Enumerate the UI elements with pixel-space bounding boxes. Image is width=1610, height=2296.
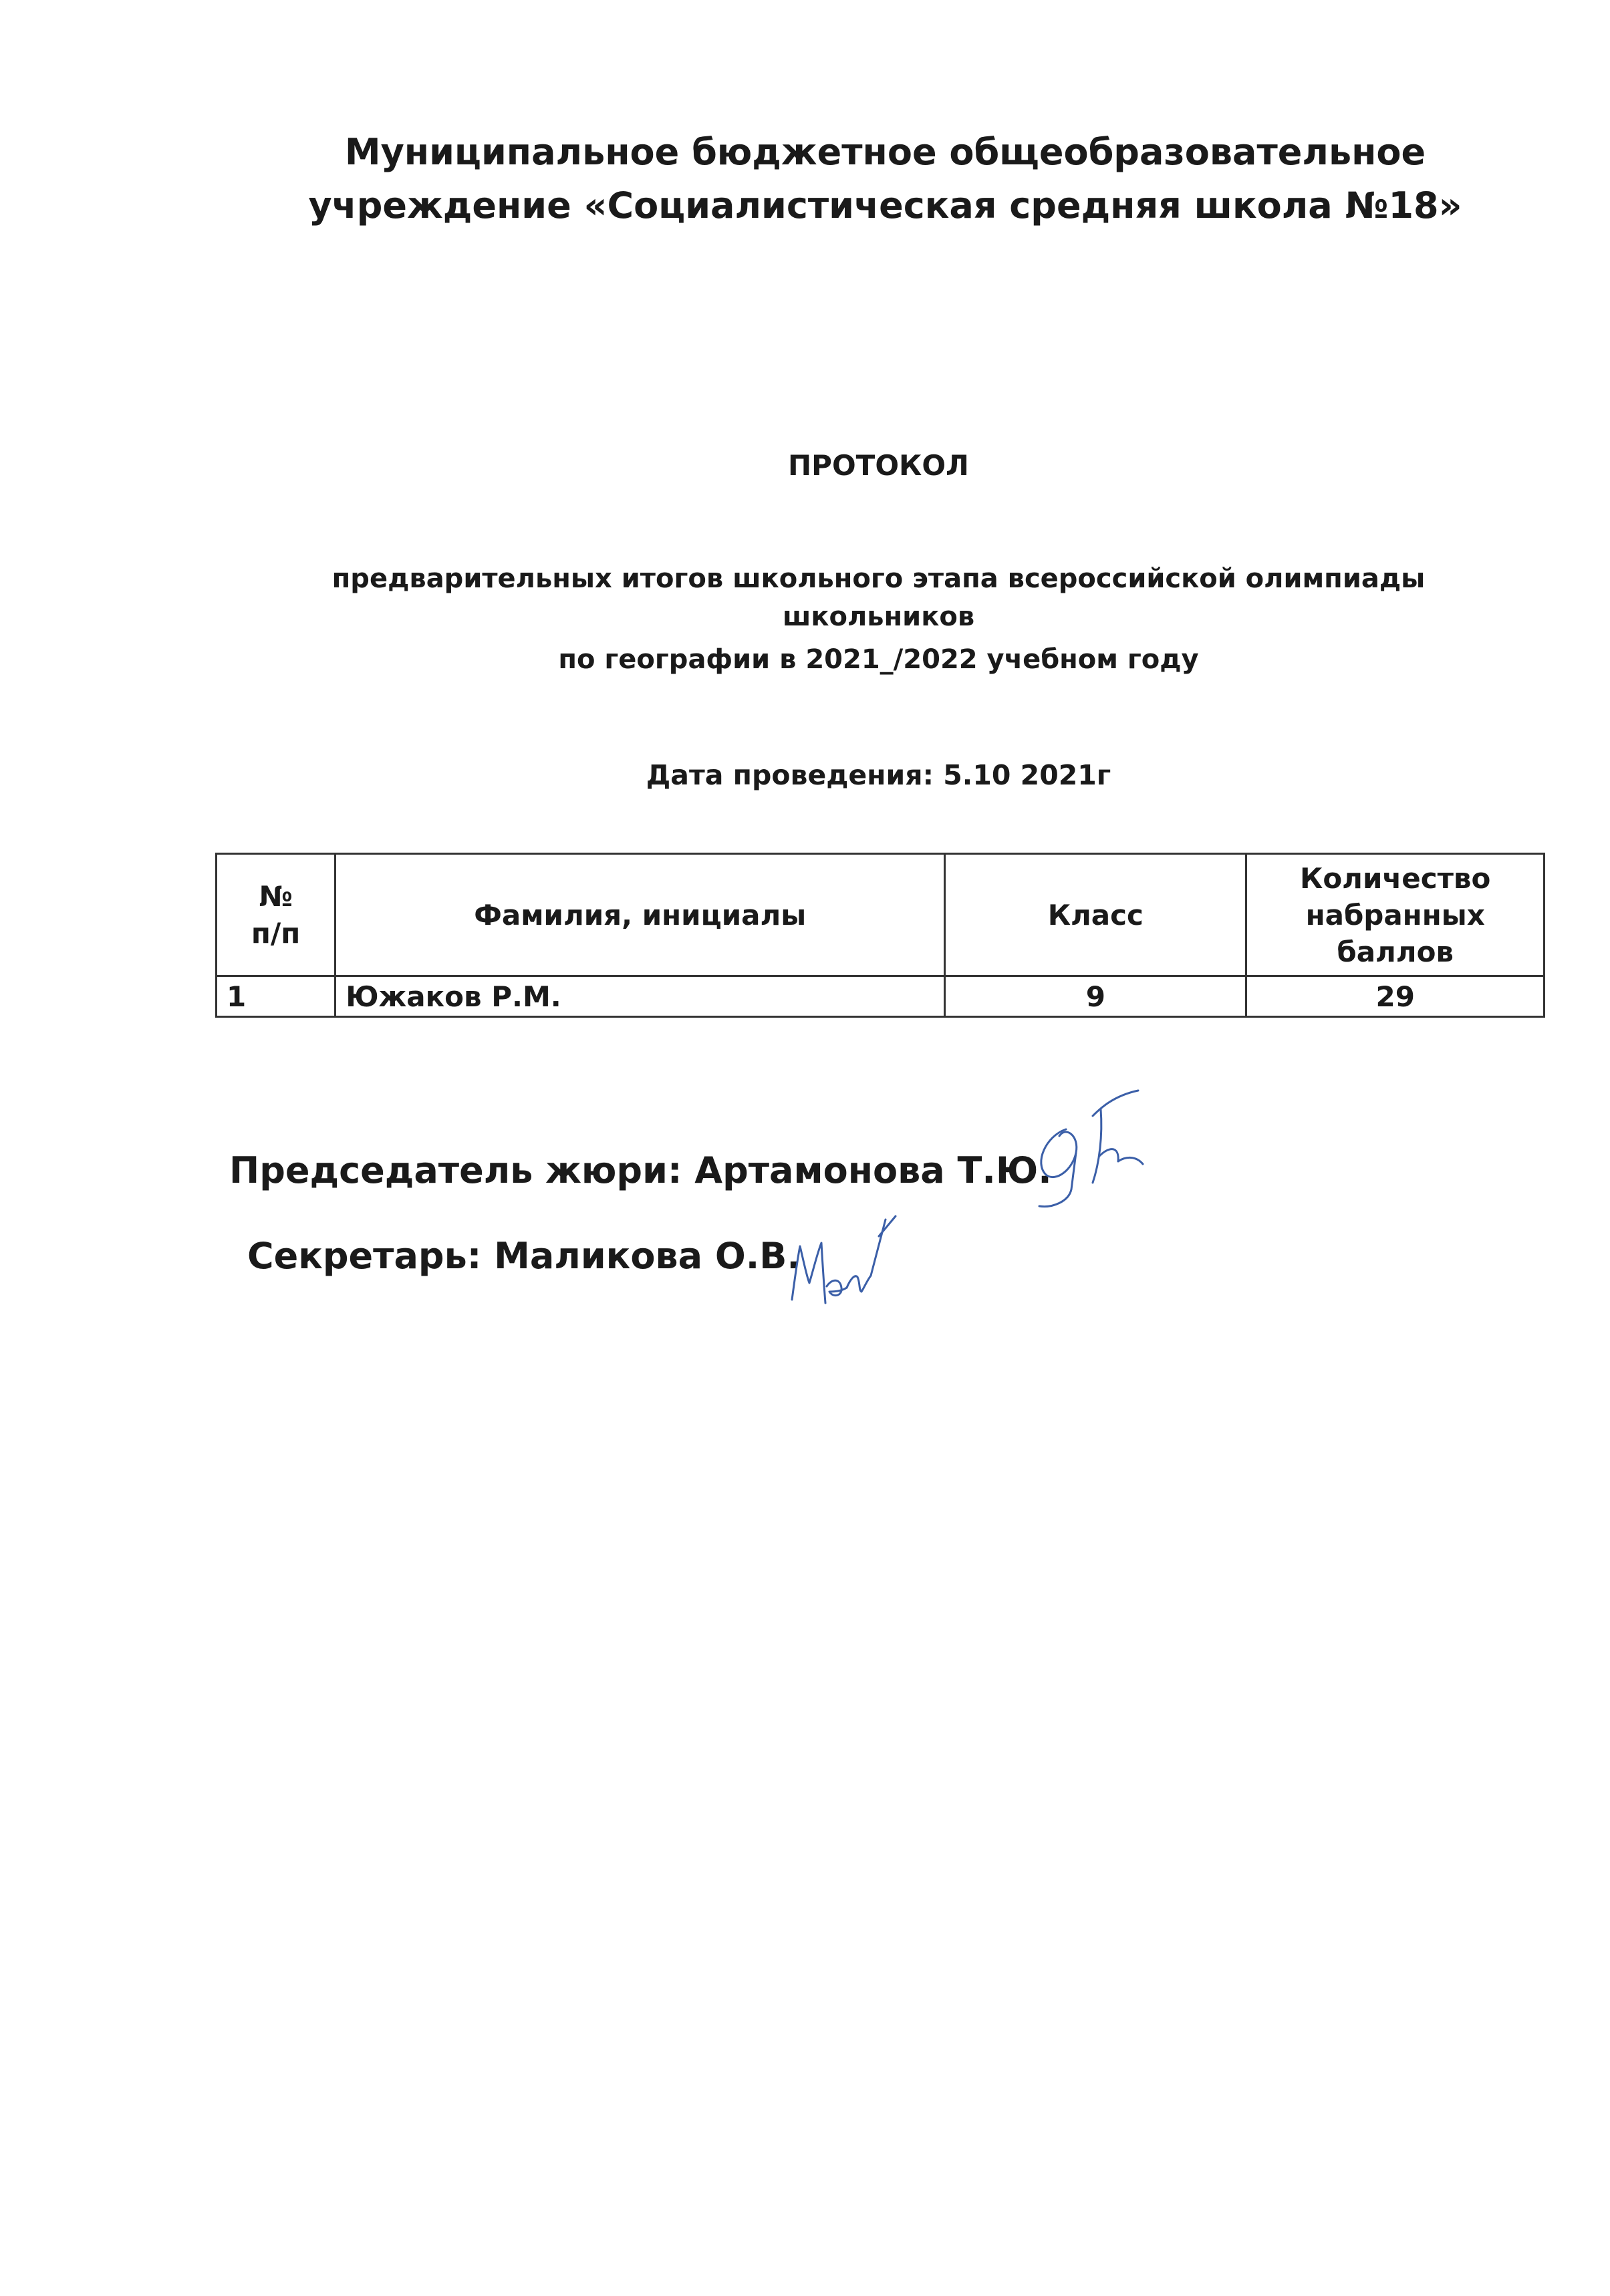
secretary-line: Секретарь: Маликова О.В. xyxy=(247,1235,801,1277)
subtitle-line-3: по географии в 2021_/2022 учебном году xyxy=(558,644,1199,675)
subtitle-line-2: школьников xyxy=(782,601,975,632)
header-number xyxy=(217,854,336,976)
document-title: ПРОТОКОЛ xyxy=(788,449,969,482)
header-name: Фамилия, инициалы xyxy=(336,854,945,976)
header-score-line-1: Количество xyxy=(1300,861,1491,895)
secretary-signature-icon xyxy=(785,1213,899,1316)
table-header-row xyxy=(217,854,1545,976)
header-number-symbol: № xyxy=(259,880,293,913)
header-score xyxy=(1246,854,1545,976)
results-table xyxy=(215,853,1545,1018)
event-date: Дата проведения: 5.10 2021г xyxy=(646,759,1111,791)
header-number-abbrev: п/п xyxy=(251,917,301,950)
cell-name: Южаков Р.М. xyxy=(336,976,945,1017)
subtitle-line-1: предварительных итогов школьного этапа всероссийской олимпиады xyxy=(331,563,1426,594)
cell-score: 29 xyxy=(1246,976,1545,1017)
table-row xyxy=(217,976,1545,1017)
jury-chair-line: Председатель жюри: Артамонова Т.Ю. xyxy=(229,1149,1052,1191)
header-class: Класс xyxy=(945,854,1246,976)
header-score-line-2: набранных xyxy=(1305,898,1485,931)
header-score-line-3: баллов xyxy=(1337,935,1454,968)
cell-number: 1 xyxy=(217,976,336,1017)
cell-class: 9 xyxy=(945,976,1246,1017)
institution-name-line-1: Муниципальное бюджетное общеобразовательное xyxy=(344,131,1426,173)
institution-name-line-2: учреждение «Социалистическая средняя школа №18» xyxy=(308,184,1462,227)
chair-signature-icon xyxy=(1026,1089,1153,1213)
